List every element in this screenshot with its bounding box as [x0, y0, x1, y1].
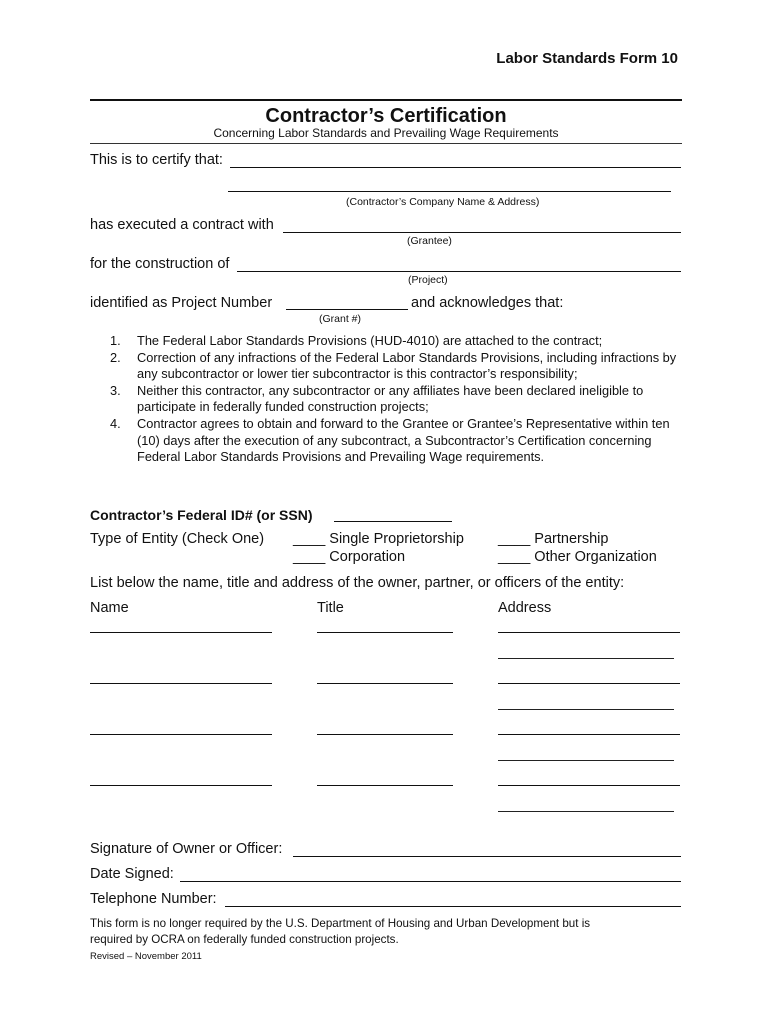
project-number-field[interactable]: [286, 309, 408, 310]
construction-label: for the construction of: [90, 256, 230, 272]
officer-title-field[interactable]: [317, 683, 453, 684]
list-item: 4. Contractor agrees to obtain and forward to the Grantee or Grantee’s Representative within ten (10) days after the execution of any subcontract, a Subcontractor’s Certification concerning Federal Labor Standards Provisions and Prevailing Wage requirements.: [110, 415, 670, 465]
footnote-line-1: This form is no longer required by the U.S. Department of Housing and Urban Development but is: [90, 917, 591, 930]
name-column-header: Name: [90, 600, 129, 616]
single-proprietorship-option[interactable]: ____ Single Proprietorship: [293, 531, 464, 547]
signature-label: Signature of Owner or Officer:: [90, 841, 283, 857]
company-caption: (Contractor’s Company Name & Address): [346, 196, 540, 208]
page-title: Contractor’s Certification: [265, 105, 507, 127]
date-signed-field[interactable]: [180, 881, 681, 882]
federal-id-label: Contractor’s Federal ID# (or SSN): [90, 507, 313, 523]
officer-name-field[interactable]: [90, 785, 272, 786]
corporation-option[interactable]: ____ Corporation: [293, 549, 406, 565]
officer-name-field[interactable]: [90, 734, 272, 735]
acknowledges-label: and acknowledges that:: [411, 295, 564, 311]
partnership-option[interactable]: ____ Partnership: [498, 531, 609, 547]
officer-title-field[interactable]: [317, 785, 453, 786]
officer-title-field[interactable]: [317, 632, 453, 633]
certify-label: This is to certify that:: [90, 152, 223, 168]
header-rule: [90, 99, 682, 101]
grantee-caption: (Grantee): [407, 235, 452, 247]
title-column-header: Title: [317, 600, 344, 616]
telephone-label: Telephone Number:: [90, 891, 217, 907]
officer-address-line2-field[interactable]: [498, 709, 674, 710]
signature-field[interactable]: [293, 856, 681, 857]
project-number-label: identified as Project Number: [90, 295, 273, 311]
list-item: 3. Neither this contractor, any subcontractor or any affiliates have been declared ineligible to participate in federally funded construction projects;: [110, 382, 644, 415]
executed-label: has executed a contract with: [90, 217, 274, 233]
acknowledgement-list: [110, 333, 680, 466]
officer-name-field[interactable]: [90, 632, 272, 633]
grantee-field[interactable]: [283, 232, 681, 233]
officer-title-field[interactable]: [317, 734, 453, 735]
list-item: 2. Correction of any infractions of the Federal Labor Standards Provisions, including infractions by any subcontractor or lower tier subcontractor is this contractor’s responsibility;: [110, 349, 677, 382]
officer-address-line2-field[interactable]: [498, 811, 674, 812]
revised-date: Revised – November 2011: [90, 951, 202, 962]
grant-caption: (Grant #): [319, 313, 362, 325]
telephone-field[interactable]: [225, 906, 681, 907]
officer-name-field[interactable]: [90, 683, 272, 684]
federal-id-field[interactable]: [334, 521, 452, 522]
entity-label: Type of Entity (Check One): [90, 531, 265, 547]
company-name-field[interactable]: [230, 167, 681, 168]
officer-address-line2-field[interactable]: [498, 760, 674, 761]
list-item: 1. The Federal Labor Standards Provisions (HUD-4010) are attached to the contract;: [110, 333, 603, 348]
other-organization-option[interactable]: ____ Other Organization: [498, 549, 657, 565]
officer-address-field[interactable]: [498, 632, 680, 633]
page-subtitle: Concerning Labor Standards and Prevailing Wage Requirements: [213, 126, 559, 140]
officer-address-field[interactable]: [498, 785, 680, 786]
date-signed-label: Date Signed:: [90, 866, 174, 882]
address-column-header: Address: [498, 600, 552, 616]
subtitle-rule: [90, 143, 682, 144]
footnote-line-2: required by OCRA on federally funded construction projects.: [90, 933, 399, 946]
form-label: Labor Standards Form 10: [496, 50, 678, 67]
officer-address-line2-field[interactable]: [498, 658, 674, 659]
officer-address-field[interactable]: [498, 734, 680, 735]
project-caption: (Project): [408, 274, 448, 286]
officers-instruction: List below the name, title and address of the owner, partner, or officers of the entity:: [90, 575, 625, 591]
company-address-field[interactable]: [228, 191, 671, 192]
officer-address-field[interactable]: [498, 683, 680, 684]
project-field[interactable]: [237, 271, 681, 272]
